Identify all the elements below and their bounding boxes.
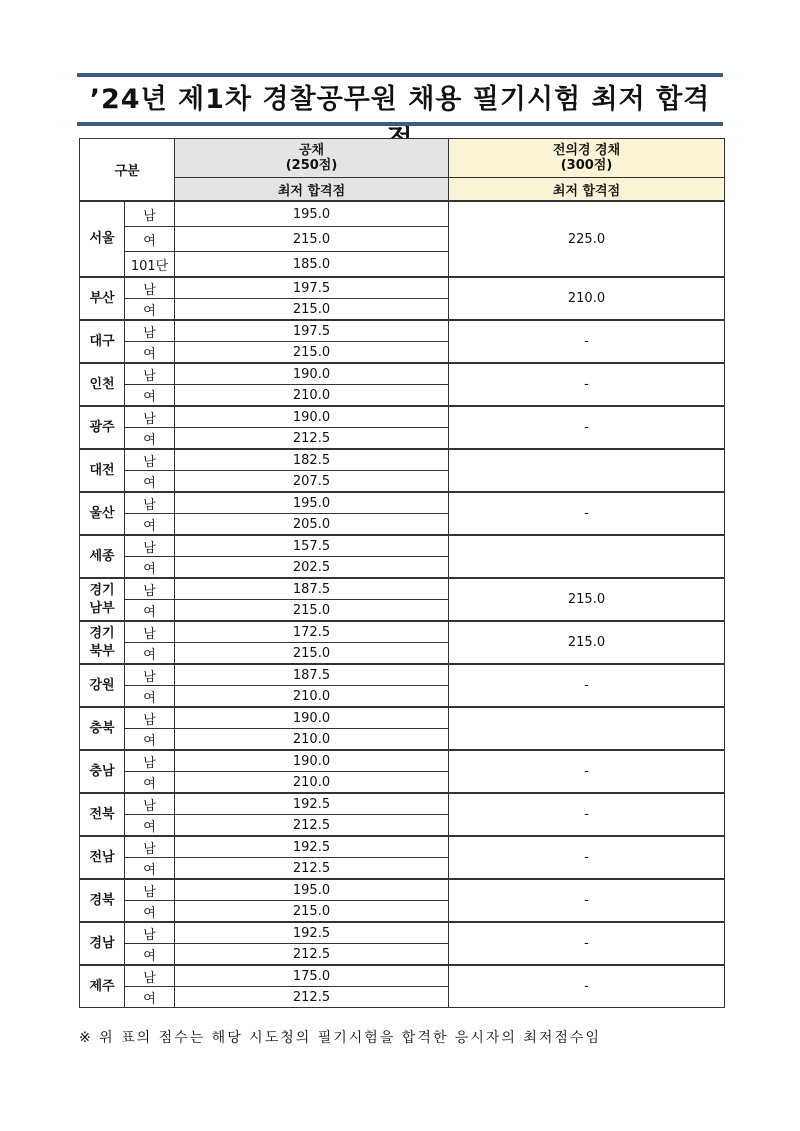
general-score-cell: 190.0	[175, 406, 449, 428]
sex-cell: 여	[125, 557, 175, 579]
table-row	[80, 406, 725, 428]
special-score-cell: 215.0	[449, 578, 725, 621]
sex-cell: 남	[125, 707, 175, 729]
region-cell: 전북	[80, 793, 125, 836]
general-score-cell: 215.0	[175, 901, 449, 923]
general-score-cell: 195.0	[175, 201, 449, 227]
sex-cell: 여	[125, 987, 175, 1008]
general-score-cell: 215.0	[175, 227, 449, 252]
sex-cell: 남	[125, 578, 175, 600]
special-score-cell: 225.0	[449, 201, 725, 277]
table-row	[80, 922, 725, 944]
score-table	[79, 138, 725, 1008]
sex-cell: 여	[125, 299, 175, 321]
sex-cell: 여	[125, 342, 175, 364]
general-score-cell: 187.5	[175, 664, 449, 686]
table-row	[80, 492, 725, 514]
region-cell: 경기 남부	[80, 578, 125, 621]
sex-cell: 남	[125, 363, 175, 385]
general-score-cell: 195.0	[175, 879, 449, 901]
sex-cell: 여	[125, 227, 175, 252]
sex-cell: 101단	[125, 252, 175, 278]
general-score-cell: 157.5	[175, 535, 449, 557]
region-cell: 충북	[80, 707, 125, 750]
sex-cell: 여	[125, 815, 175, 837]
general-score-cell: 207.5	[175, 471, 449, 493]
general-score-cell: 205.0	[175, 514, 449, 536]
general-score-cell: 215.0	[175, 342, 449, 364]
table-row	[80, 965, 725, 987]
score-table-body	[80, 201, 725, 1008]
region-cell: 광주	[80, 406, 125, 449]
sex-cell: 남	[125, 879, 175, 901]
sex-cell: 남	[125, 750, 175, 772]
special-score-cell: -	[449, 793, 725, 836]
region-cell: 경남	[80, 922, 125, 965]
general-score-cell: 212.5	[175, 815, 449, 837]
general-score-cell: 192.5	[175, 793, 449, 815]
general-score-cell: 182.5	[175, 449, 449, 471]
special-score-cell: 215.0	[449, 621, 725, 664]
general-score-cell: 187.5	[175, 578, 449, 600]
table-row	[80, 664, 725, 686]
region-cell: 서울	[80, 201, 125, 277]
general-score-cell: 210.0	[175, 729, 449, 751]
col-b-metric: 최저 합격점	[449, 178, 725, 202]
general-score-cell: 215.0	[175, 643, 449, 665]
general-score-cell: 212.5	[175, 858, 449, 880]
category-header: 구분	[80, 139, 175, 202]
table-row	[80, 793, 725, 815]
table-row	[80, 535, 725, 557]
region-cell: 울산	[80, 492, 125, 535]
sex-cell: 남	[125, 965, 175, 987]
table-row	[80, 449, 725, 471]
region-cell: 인천	[80, 363, 125, 406]
general-score-cell: 215.0	[175, 600, 449, 622]
region-cell: 제주	[80, 965, 125, 1008]
sex-cell: 남	[125, 922, 175, 944]
sex-cell: 여	[125, 471, 175, 493]
special-score-cell: 210.0	[449, 277, 725, 320]
col-a-metric: 최저 합격점	[175, 178, 449, 202]
general-score-cell: 212.5	[175, 944, 449, 966]
special-score-cell: -	[449, 363, 725, 406]
region-cell: 대구	[80, 320, 125, 363]
region-cell: 세종	[80, 535, 125, 578]
special-score-cell: -	[449, 750, 725, 793]
sex-cell: 남	[125, 449, 175, 471]
special-score-cell: -	[449, 879, 725, 922]
sex-cell: 여	[125, 901, 175, 923]
general-score-cell: 212.5	[175, 428, 449, 450]
table-row	[80, 578, 725, 600]
page-title: ’24년 제1차 경찰공무원 채용 필기시험 최저 합격	[89, 84, 711, 115]
sex-cell: 여	[125, 686, 175, 708]
general-score-cell: 192.5	[175, 922, 449, 944]
special-score-cell	[449, 449, 725, 492]
footnote: ※ 위 표의 점수는 해당 시도청의 필기시험을 합격한 응시자의 최저점수임	[79, 1030, 601, 1046]
sex-cell: 여	[125, 729, 175, 751]
title-rule-bottom	[77, 122, 723, 126]
table-row	[80, 879, 725, 901]
general-score-cell: 185.0	[175, 252, 449, 278]
general-score-cell: 210.0	[175, 385, 449, 407]
general-score-cell: 192.5	[175, 836, 449, 858]
sex-cell: 여	[125, 944, 175, 966]
general-score-cell: 215.0	[175, 299, 449, 321]
special-score-cell: -	[449, 320, 725, 363]
sex-cell: 남	[125, 621, 175, 643]
col-b-header	[449, 139, 725, 178]
sex-cell: 여	[125, 600, 175, 622]
title-rule-top	[77, 73, 723, 77]
general-score-cell: 197.5	[175, 320, 449, 342]
special-score-cell: -	[449, 922, 725, 965]
sex-cell: 남	[125, 201, 175, 227]
sex-cell: 남	[125, 492, 175, 514]
region-cell: 경북	[80, 879, 125, 922]
special-score-cell: -	[449, 664, 725, 707]
general-score-cell: 210.0	[175, 686, 449, 708]
special-score-cell: -	[449, 406, 725, 449]
col-a-title: 공채	[298, 143, 325, 158]
col-a-header	[175, 139, 449, 178]
general-score-cell: 190.0	[175, 750, 449, 772]
sex-cell: 남	[125, 535, 175, 557]
general-score-cell: 210.0	[175, 772, 449, 794]
table-row	[80, 621, 725, 643]
sex-cell: 남	[125, 793, 175, 815]
sex-cell: 남	[125, 664, 175, 686]
col-b-subtitle: (300점)	[560, 158, 613, 173]
special-score-cell: -	[449, 965, 725, 1008]
general-score-cell: 197.5	[175, 277, 449, 299]
region-cell: 강원	[80, 664, 125, 707]
sex-cell: 남	[125, 836, 175, 858]
sex-cell: 여	[125, 772, 175, 794]
region-cell: 전남	[80, 836, 125, 879]
sex-cell: 여	[125, 643, 175, 665]
region-cell: 부산	[80, 277, 125, 320]
general-score-cell: 195.0	[175, 492, 449, 514]
table-row	[80, 320, 725, 342]
sex-cell: 여	[125, 428, 175, 450]
special-score-cell	[449, 535, 725, 578]
general-score-cell: 175.0	[175, 965, 449, 987]
region-cell: 충남	[80, 750, 125, 793]
general-score-cell: 212.5	[175, 987, 449, 1008]
table-row	[80, 836, 725, 858]
special-score-cell	[449, 707, 725, 750]
special-score-cell: -	[449, 836, 725, 879]
sex-cell: 여	[125, 858, 175, 880]
sex-cell: 남	[125, 277, 175, 299]
sex-cell: 남	[125, 406, 175, 428]
general-score-cell: 202.5	[175, 557, 449, 579]
table-row	[80, 363, 725, 385]
table-row	[80, 750, 725, 772]
sex-cell: 여	[125, 514, 175, 536]
general-score-cell: 190.0	[175, 707, 449, 729]
sex-cell: 여	[125, 385, 175, 407]
general-score-cell: 172.5	[175, 621, 449, 643]
col-b-title: 전의경 경채	[552, 143, 621, 158]
table-row	[80, 201, 725, 227]
table-row	[80, 277, 725, 299]
region-cell: 대전	[80, 449, 125, 492]
col-a-subtitle: (250점)	[285, 158, 338, 173]
table-row	[80, 707, 725, 729]
general-score-cell: 190.0	[175, 363, 449, 385]
region-cell: 경기 북부	[80, 621, 125, 664]
special-score-cell: -	[449, 492, 725, 535]
sex-cell: 남	[125, 320, 175, 342]
